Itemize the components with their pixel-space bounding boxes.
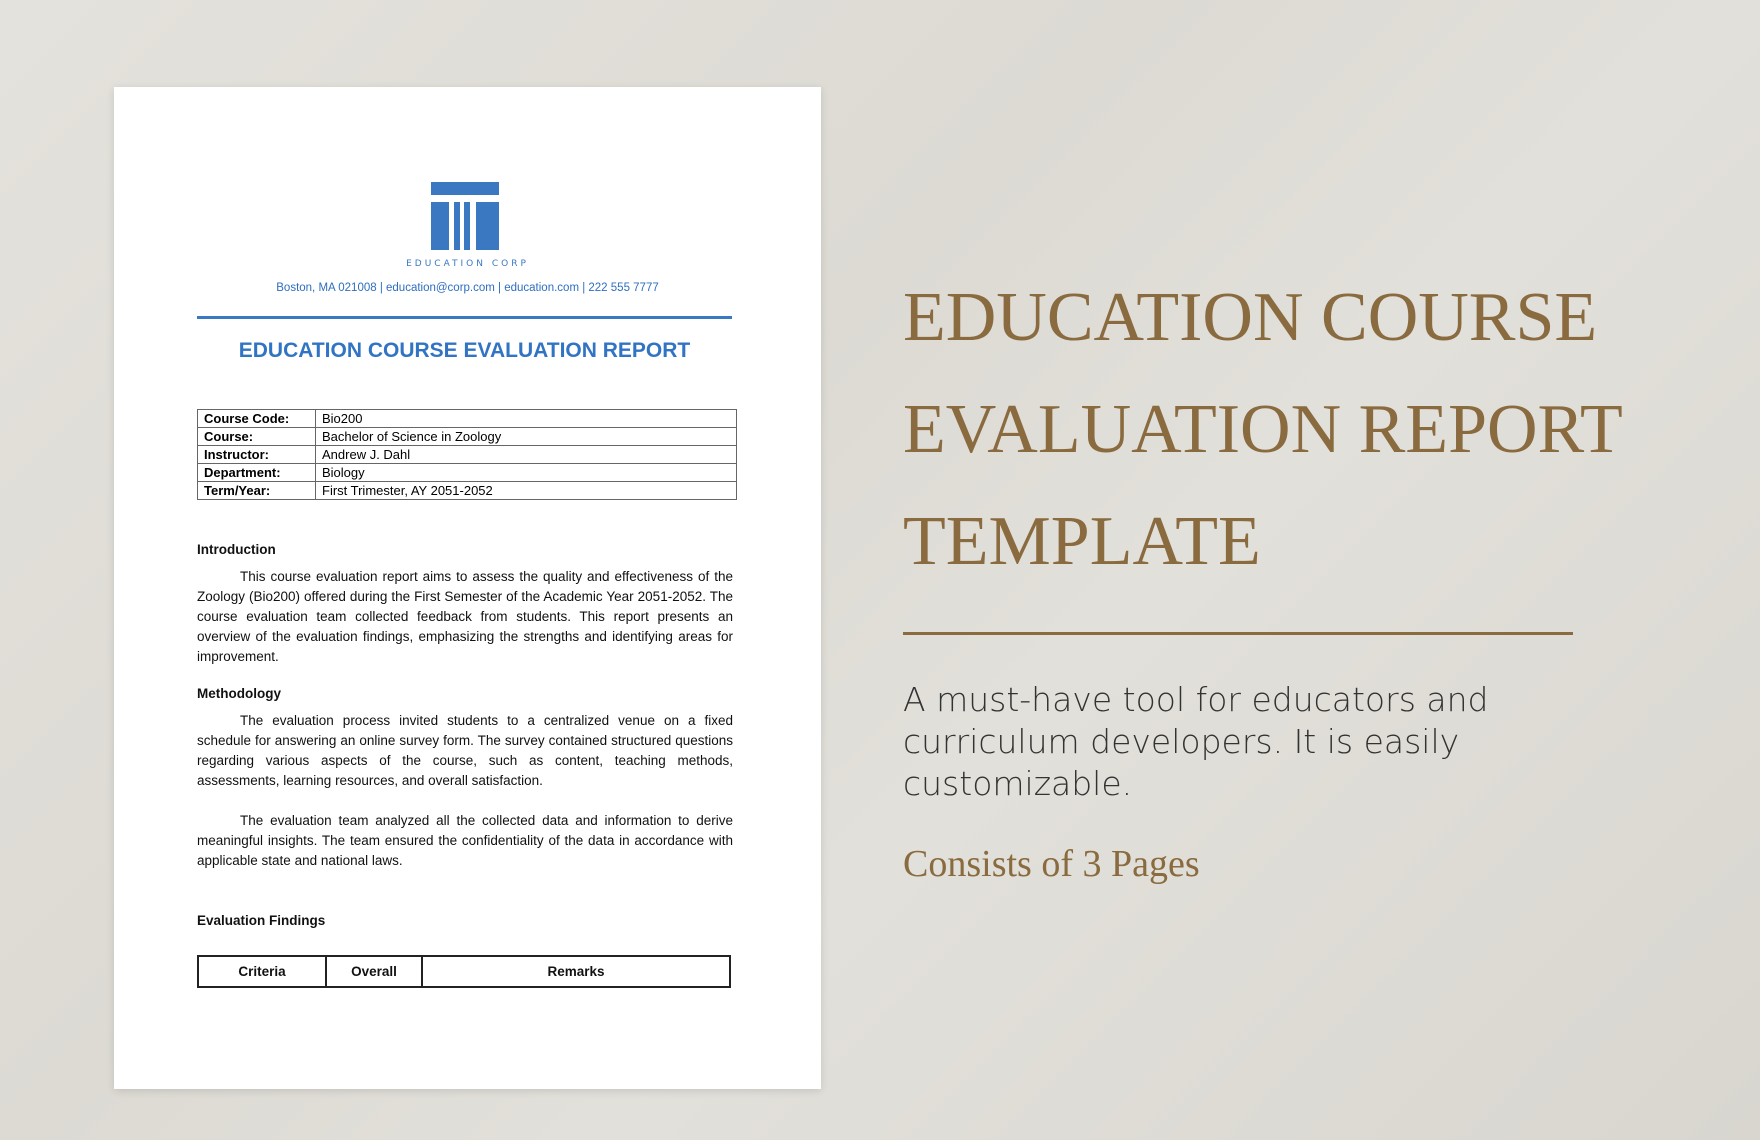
table-row xyxy=(198,428,737,446)
table-row xyxy=(198,464,737,482)
info-label: Course Code: xyxy=(198,410,316,428)
promo-description: A must-have tool for educators and curriculum developers. It is easily customizable. xyxy=(903,680,1489,803)
methodology-text-2: The evaluation team analyzed all the collected data and information to derive meaningful insights. The team ensured the confidentiality of the data in accordance with applicable state and national laws. xyxy=(197,813,733,868)
contact-line: Boston, MA 021008 | education@corp.com | education.com | 222 555 7777 xyxy=(276,282,659,294)
column-remarks: Remarks xyxy=(422,956,730,987)
column-criteria: Criteria xyxy=(198,956,326,987)
document-body xyxy=(197,540,733,988)
header-divider xyxy=(197,316,732,319)
methodology-text: The evaluation process invited students to a centralized venue on a fixed schedule for answering an online survey form. The survey contained structured questions regarding various aspects of the course, such as content, teaching methods, assessments, learning resources, and overall satisfaction. xyxy=(197,713,733,788)
info-label: Course: xyxy=(198,428,316,446)
introduction-text: This course evaluation report aims to assess the quality and effectiveness of the Zoology (Bio200) offered during the First Semester of the Academic Year 2051-2052. The course evaluation team collected feedback from students. This report presents an overview of the evaluation findings, emphasizing the strengths and identifying areas for improvement. xyxy=(197,569,733,664)
promo-title: EDUCATION COURSE EVALUATION REPORT TEMPLATE xyxy=(903,279,1622,580)
document-preview xyxy=(114,87,821,1089)
promo-panel xyxy=(903,262,1743,887)
brand-name: EDUCATION CORP xyxy=(406,259,529,269)
table-row xyxy=(198,410,737,428)
findings-heading: Evaluation Findings xyxy=(197,913,326,928)
table-header-row xyxy=(198,956,730,987)
introduction-heading: Introduction xyxy=(197,542,276,557)
education-corp-logo-icon xyxy=(431,182,499,250)
column-overall: Overall xyxy=(326,956,422,987)
table-row xyxy=(198,446,737,464)
info-value: Bachelor of Science in Zoology xyxy=(316,428,737,446)
info-value: Bio200 xyxy=(316,410,737,428)
findings-table xyxy=(197,955,731,988)
page-count: Consists of 3 Pages xyxy=(903,843,1200,885)
info-value: First Trimester, AY 2051-2052 xyxy=(316,482,737,500)
course-info-table xyxy=(197,409,737,500)
document-title: EDUCATION COURSE EVALUATION REPORT xyxy=(238,339,691,362)
methodology-heading: Methodology xyxy=(197,686,281,701)
info-value: Biology xyxy=(316,464,737,482)
info-label: Instructor: xyxy=(198,446,316,464)
promo-divider xyxy=(903,632,1573,635)
info-value: Andrew J. Dahl xyxy=(316,446,737,464)
info-label: Department: xyxy=(198,464,316,482)
info-label: Term/Year: xyxy=(198,482,316,500)
table-row xyxy=(198,482,737,500)
